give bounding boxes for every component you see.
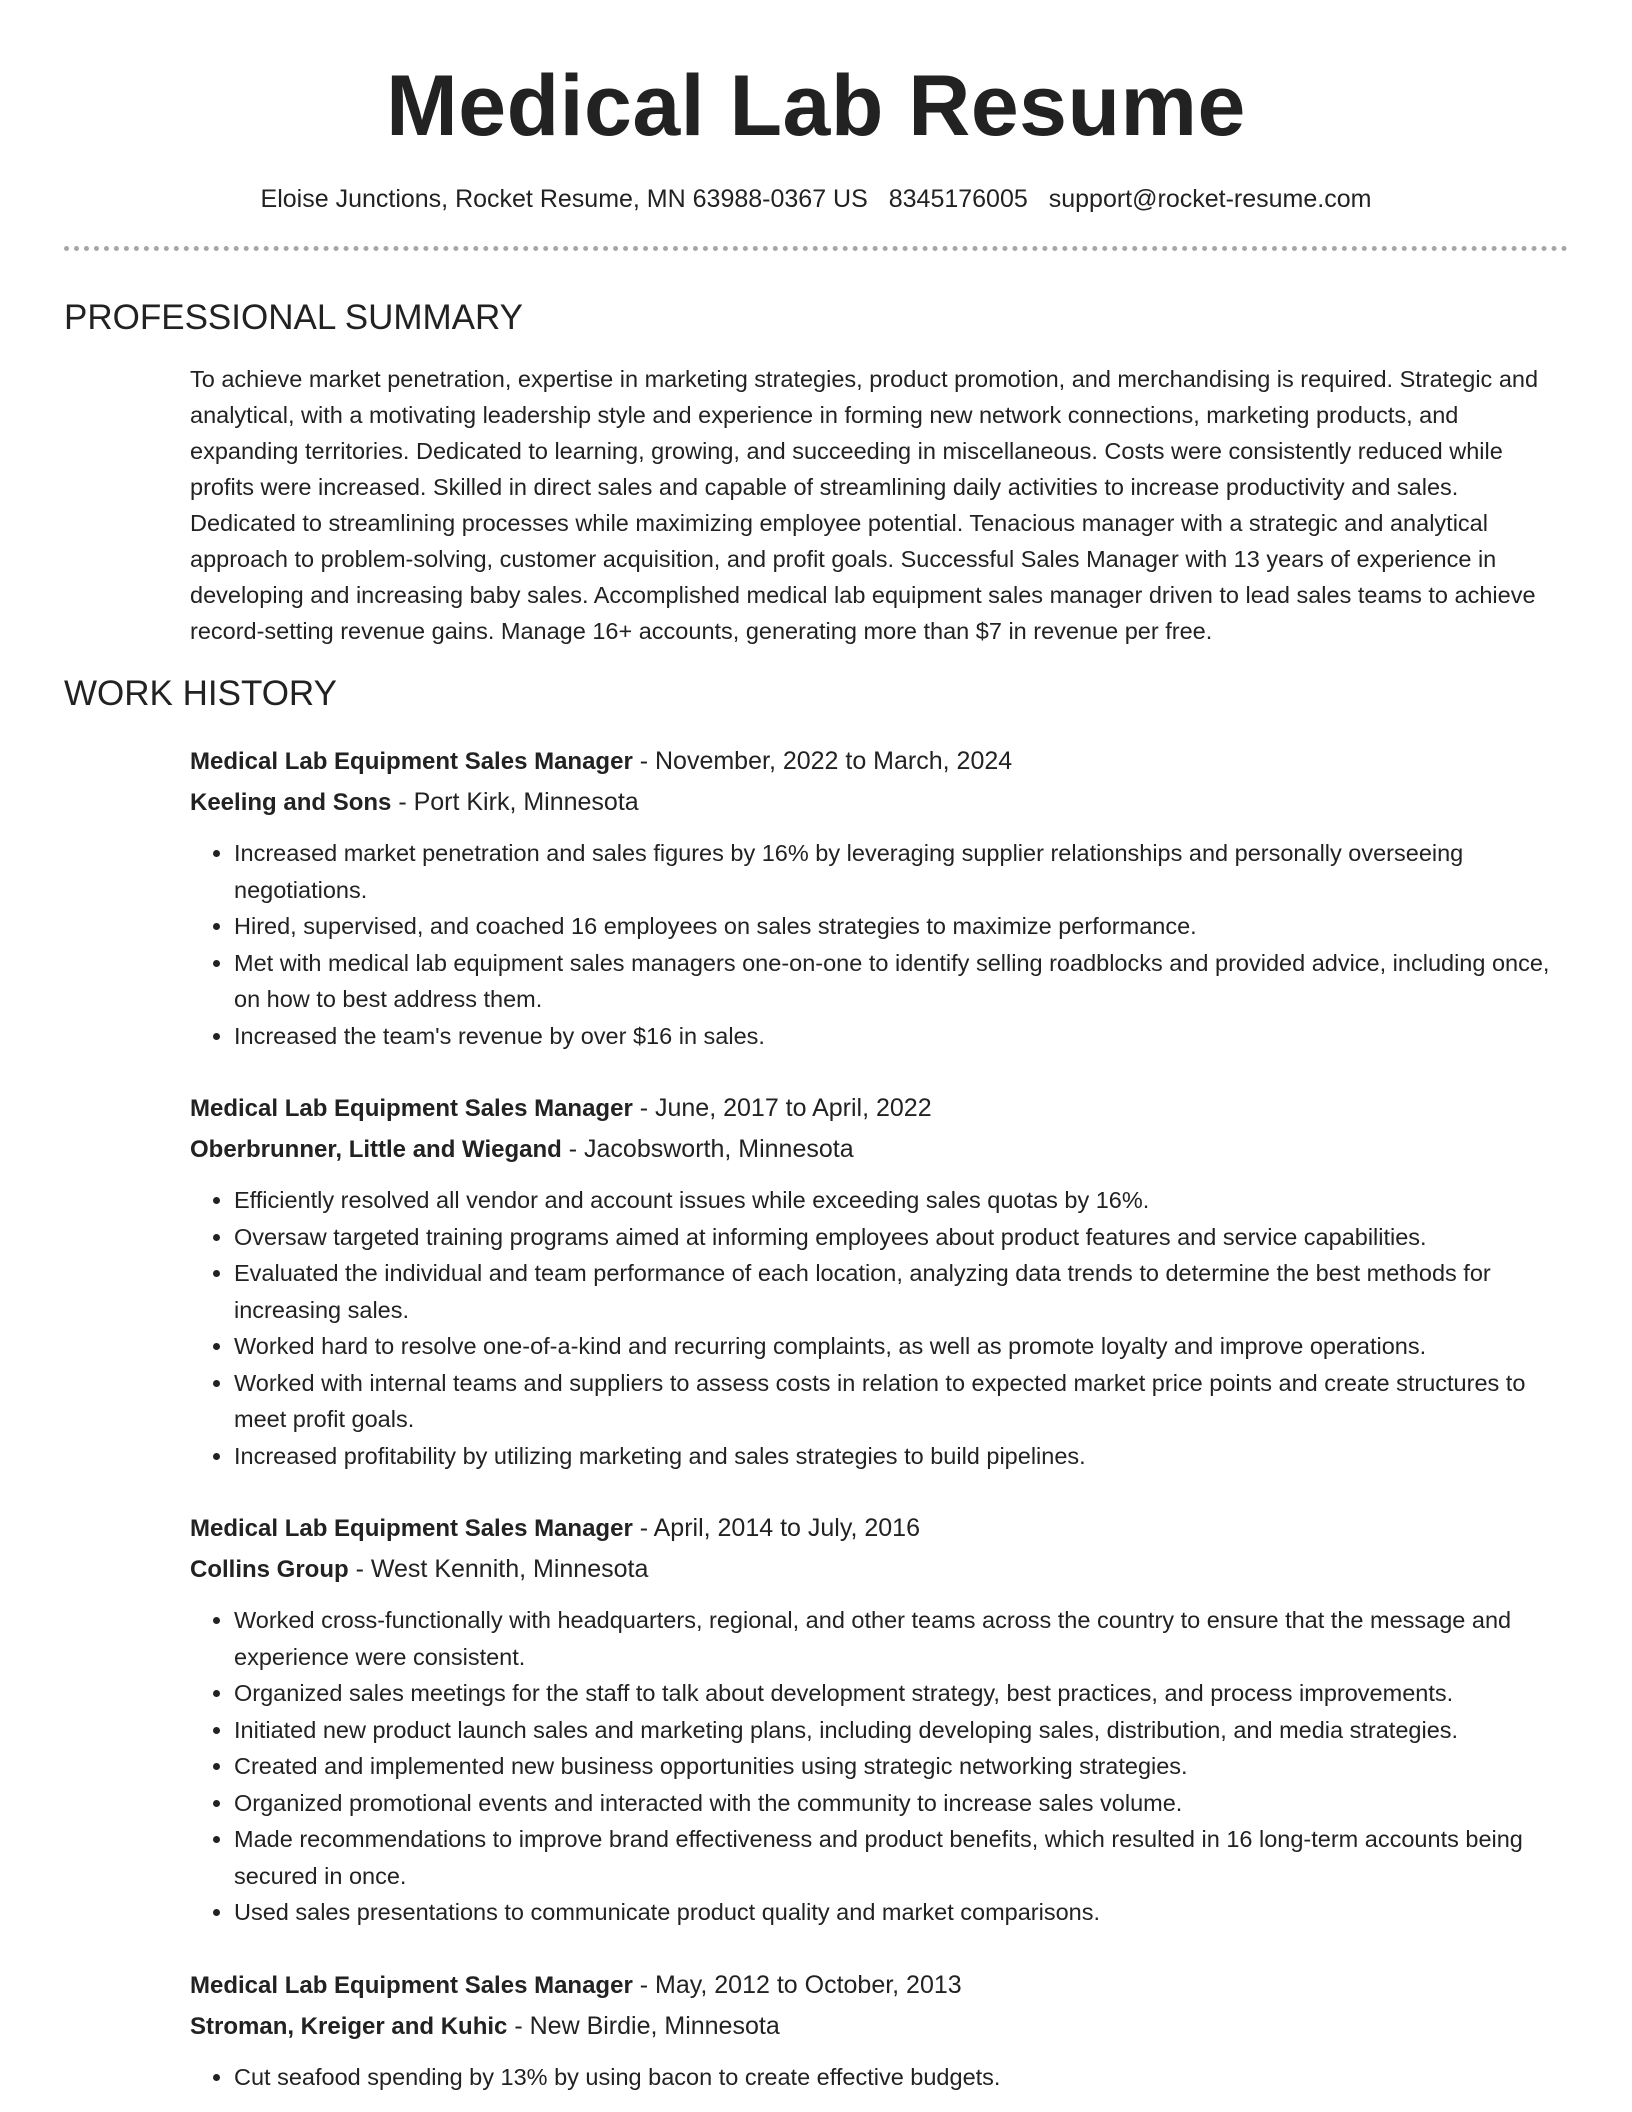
job-entry — [190, 1965, 1568, 2096]
job-company-line — [190, 782, 1568, 823]
job-bullets — [190, 1182, 1568, 1474]
job-bullet: • Increased profitability by utilizing marketing and sales strategies to build pipelines. — [234, 1438, 1568, 1475]
summary-text: To achieve market penetration, expertise in marketing strategies, product promotion, and merchandising is required. Strategic and analytical, with a motivating leadership style and experience in forming new network connections, marketing products, and expanding territories. Dedicated to learning, growing, and succeeding in miscellaneous. Costs were consistently reduced while profits were increased. Skilled in direct sales and capable of streamlining daily activities to increase productivity and sales. Dedicated to streamlining processes while maximizing employee potential. Tenacious manager with a strategic and analytical approach to problem-solving, customer acquisition, and profit goals. Successful Sales Manager with 13 years of experience in developing and increasing baby sales. Accomplished medical lab equipment sales manager driven to lead sales teams to achieve record-setting revenue gains. Manage 16+ accounts, generating more than $7 in revenue per free. — [190, 366, 1539, 644]
job-bullet: • Organized sales meetings for the staff to talk about development strategy, best practices, and process improvements. — [234, 1675, 1568, 1712]
resume-title: Medical Lab Resume — [386, 58, 1246, 154]
job-title-line — [190, 1508, 1568, 1549]
job-bullet: • Hired, supervised, and coached 16 employees on sales strategies to maximize performance. — [234, 908, 1568, 945]
job-bullet: • Used sales presentations to communicate product quality and market comparisons. — [234, 1894, 1568, 1931]
job-bullet: • Met with medical lab equipment sales managers one-on-one to identify selling roadblocks and provided advice, including once, on how to best address them. — [234, 945, 1568, 1018]
job-location: - West Kennith, Minnesota — [348, 1555, 649, 1583]
job-dates: - June, 2017 to April, 2022 — [632, 1094, 932, 1122]
contact-email: support@rocket-resume.com — [1048, 185, 1372, 213]
job-bullet: • Worked cross-functionally with headquarters, regional, and other teams across the country to ensure that the message and experience were consistent. — [234, 1602, 1568, 1675]
section-title-work-history: WORK HISTORY — [64, 674, 337, 713]
job-location: - New Birdie, Minnesota — [507, 2011, 780, 2040]
job-dates: - November, 2022 to March, 2024 — [632, 747, 1013, 775]
job-entry — [190, 1088, 1568, 1474]
resume-page — [64, 0, 1568, 2095]
job-entry — [190, 741, 1568, 1054]
contact-line — [64, 182, 1568, 216]
job-bullets — [190, 835, 1568, 1054]
job-bullet: • Evaluated the individual and team performance of each location, analyzing data trends to determine the best methods for increasing sales. — [234, 1255, 1568, 1328]
job-bullet: • Made recommendations to improve brand effectiveness and product benefits, which resulted in 16 long-term accounts being secured in once. — [234, 1821, 1568, 1894]
job-bullet: • Created and implemented new business opportunities using strategic networking strategies. — [234, 1748, 1568, 1785]
job-bullet: • Organized promotional events and interacted with the community to increase sales volume. — [234, 1785, 1568, 1822]
contact-address: Eloise Junctions, Rocket Resume, MN 63988-0367 US — [260, 185, 868, 213]
job-bullet: • Efficiently resolved all vendor and account issues while exceeding sales quotas by 16%. — [234, 1182, 1568, 1219]
job-bullet: • Cut seafood spending by 13% by using bacon to create effective budgets. — [234, 2059, 1568, 2096]
job-dates: - April, 2014 to July, 2016 — [632, 1514, 920, 1542]
job-bullet: • Initiated new product launch sales and marketing plans, including developing sales, distribution, and media strategies. — [234, 1712, 1568, 1749]
job-bullets — [190, 2059, 1568, 2096]
job-company: Stroman, Kreiger and Kuhic — [190, 2012, 508, 2040]
job-role: Medical Lab Equipment Sales Manager — [190, 1515, 633, 1542]
job-role: Medical Lab Equipment Sales Manager — [190, 1971, 633, 1999]
job-company: Collins Group — [190, 1556, 349, 1583]
job-role: Medical Lab Equipment Sales Manager — [190, 1095, 633, 1122]
job-bullets — [190, 1602, 1568, 1931]
work-history-list — [64, 741, 1568, 2095]
job-location: - Port Kirk, Minnesota — [391, 788, 639, 816]
job-bullet: • Oversaw targeted training programs aimed at informing employees about product features and service capabilities. — [234, 1219, 1568, 1256]
job-bullet: • Increased the team's revenue by over $16 in sales. — [234, 1018, 1568, 1055]
job-bullet: • Worked hard to resolve one-of-a-kind and recurring complaints, as well as promote loyalty and improve operations. — [234, 1328, 1568, 1365]
job-bullet: • Increased market penetration and sales figures by 16% by leveraging supplier relationships and personally overseeing negotiations. — [234, 835, 1568, 908]
job-location: - Jacobsworth, Minnesota — [561, 1135, 854, 1163]
job-title-line — [190, 741, 1568, 782]
job-company: Keeling and Sons — [190, 789, 392, 816]
job-entry — [190, 1508, 1568, 1931]
job-role: Medical Lab Equipment Sales Manager — [190, 748, 633, 775]
job-title-line — [190, 1965, 1568, 2006]
job-title-line — [190, 1088, 1568, 1129]
contact-phone: 8345176005 — [888, 185, 1028, 213]
section-title-summary: PROFESSIONAL SUMMARY — [64, 298, 523, 337]
job-company-line — [190, 2006, 1568, 2047]
job-company-line — [190, 1129, 1568, 1170]
job-company: Oberbrunner, Little and Wiegand — [190, 1136, 562, 1163]
job-company-line — [190, 1549, 1568, 1590]
job-dates: - May, 2012 to October, 2013 — [632, 1970, 962, 1999]
job-bullet: • Worked with internal teams and suppliers to assess costs in relation to expected market price points and create structures to meet profit goals. — [234, 1365, 1568, 1438]
header-divider — [64, 246, 1568, 251]
